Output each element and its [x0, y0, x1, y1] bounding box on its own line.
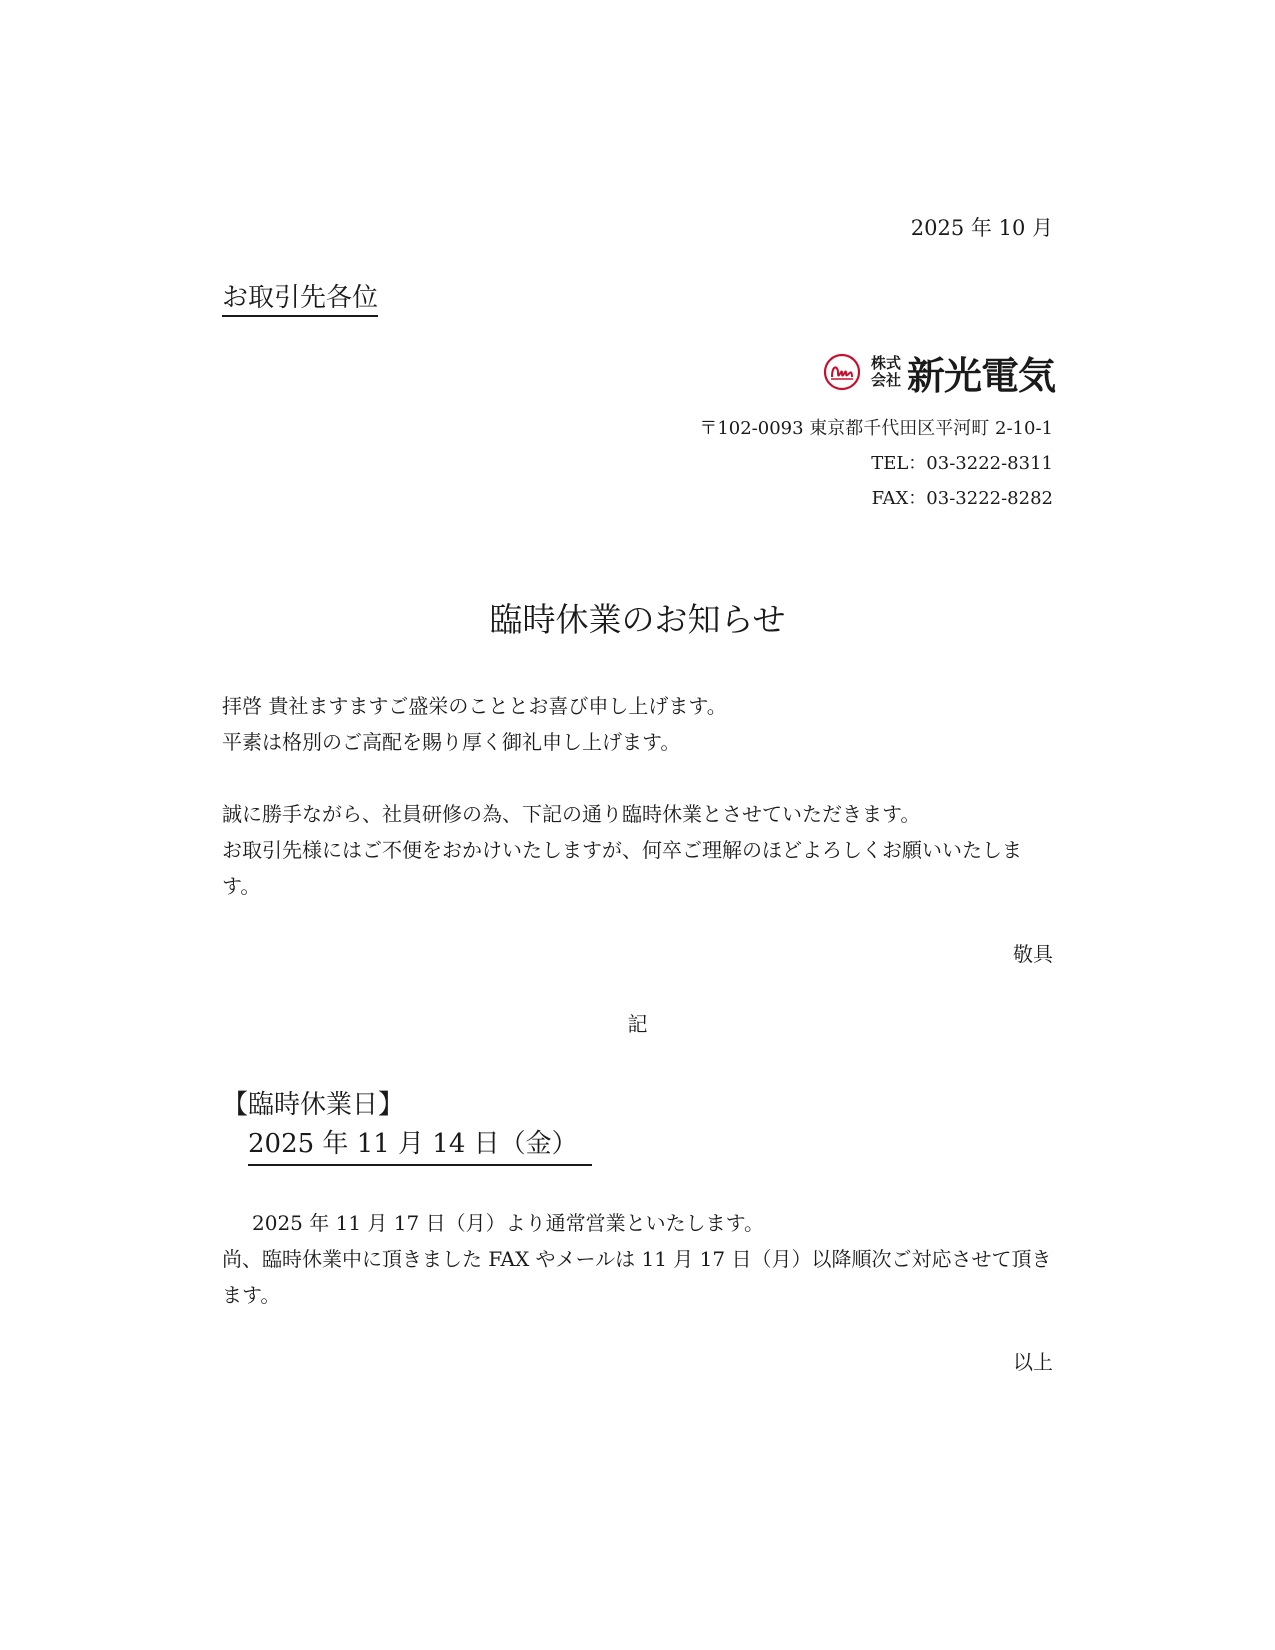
closing-ijo: 以上 [1013, 1350, 1053, 1374]
greeting-paragraph [222, 688, 1057, 760]
holiday-date: 2025 年 11 月 14 日（金） [248, 1126, 592, 1166]
logo-company-type [871, 355, 901, 389]
greeting-line-2: 平素は格別のご高配を賜り厚く御礼申し上げます。 [222, 730, 681, 754]
logo-company-name: 新光電気 [906, 353, 1055, 398]
company-tel: TEL：03-3222-8311 [871, 453, 1053, 474]
closing-keigu: 敬具 [1013, 942, 1053, 966]
notice-paragraph [222, 796, 1057, 904]
page-title: 臨時休業のお知らせ [489, 600, 786, 639]
ki-marker: 記 [627, 1012, 648, 1036]
logo-small-line2: 会社 [870, 371, 901, 389]
notes-paragraph [222, 1205, 1057, 1313]
notice-line-1: 誠に勝手ながら、社員研修の為、下記の通り臨時休業とさせていただきます。 [222, 802, 921, 826]
coil-logo-icon [823, 353, 861, 391]
fax-mail-note: 尚、臨時休業中に頂きました FAX やメールは 11 月 17 日（月）以降順次ご対応させて頂きます。 [222, 1247, 1052, 1307]
logo-small-line1: 株式 [870, 354, 901, 372]
letter-date: 2025 年 10 月 [910, 216, 1053, 240]
recipient-line: お取引先各位 [222, 282, 378, 317]
greeting-line-1: 拝啓 貴社ますますご盛栄のこととお喜び申し上げます。 [222, 694, 727, 718]
holiday-label: 【臨時休業日】 [222, 1090, 405, 1120]
notice-line-2: お取引先様にはご不便をおかけいたしますが、何卒ご理解のほどよろしくお願いいたします。 [222, 838, 1022, 898]
company-fax: FAX：03-3222-8282 [871, 488, 1053, 509]
company-address: 〒102-0093 東京都千代田区平河町 2-10-1 [699, 418, 1053, 439]
resume-note: 2025 年 11 月 17 日（月）より通常営業といたします。 [252, 1211, 764, 1235]
company-logo [823, 350, 1055, 398]
